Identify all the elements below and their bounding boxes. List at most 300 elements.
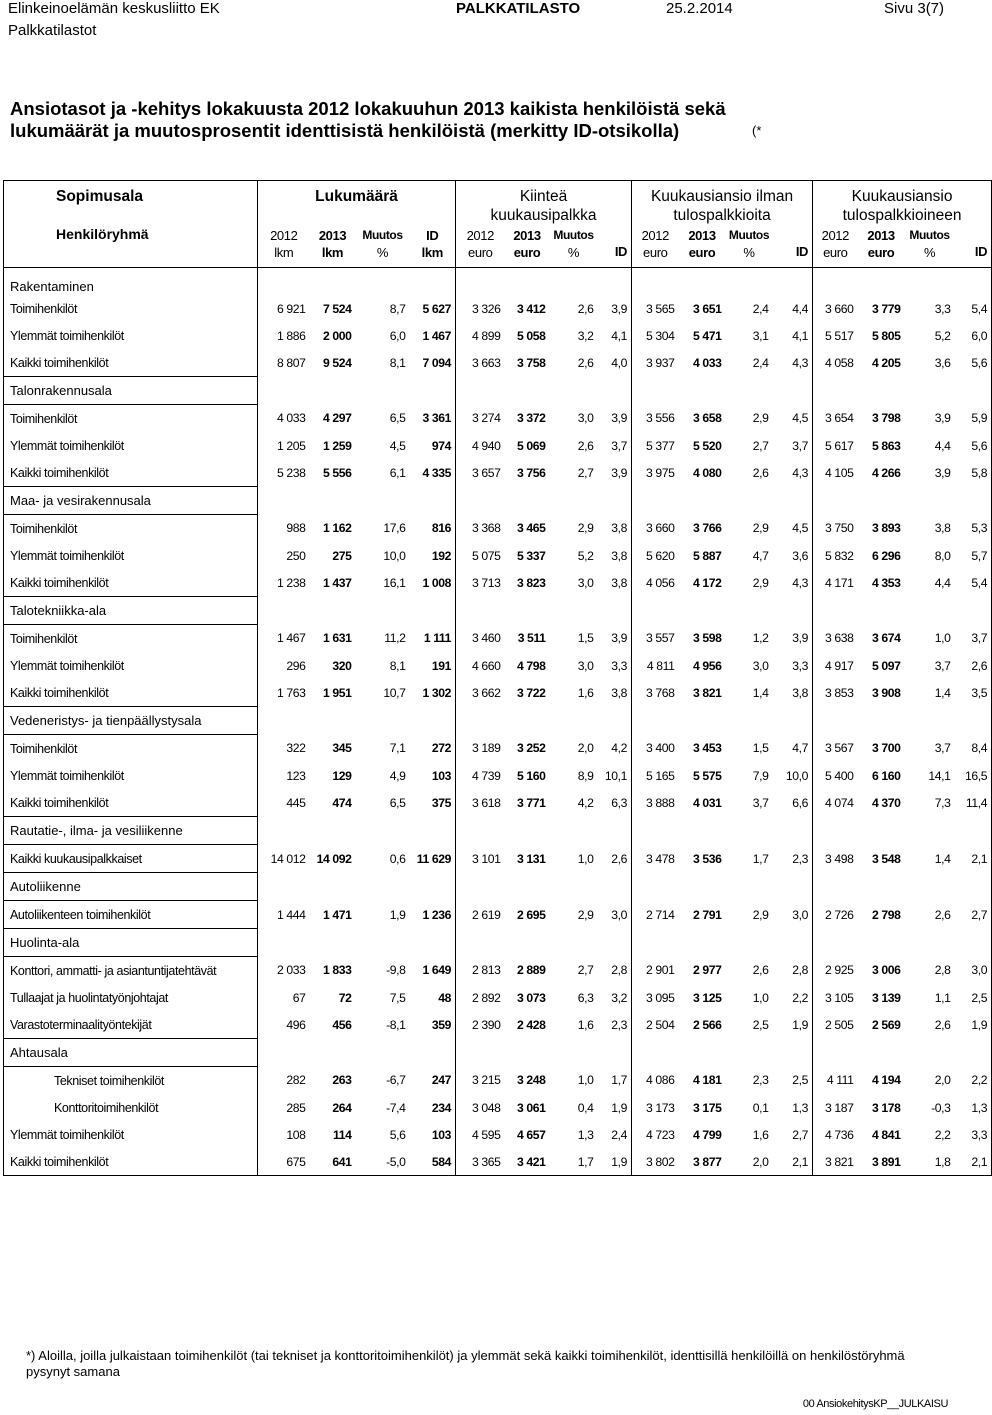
table-cell: 1,0 [577,1073,594,1088]
table-cell: 2 892 [472,990,501,1005]
table-cell: 3,6 [934,355,951,370]
table-cell: 264 [332,1100,352,1115]
subhead-euro: euro [513,245,541,260]
table-cell: 9 524 [323,355,352,370]
table-cell: 4 056 [646,575,675,590]
document-code: 00 AnsiokehitysKP__JULKAISU [802,1398,948,1410]
row-label: Kaikki toimihenkilöt [4,569,258,597]
table-cell: 4 811 [646,658,675,673]
section-filler [456,487,632,515]
row-label: Kaikki toimihenkilöt [4,459,258,487]
table-cell: 4 074 [825,795,854,810]
table-cell: 5,6 [955,349,992,377]
table-cell: 5 165 [646,768,675,783]
table-cell: 3,2 [598,984,632,1011]
table-cell: 6 160 [872,768,901,783]
table-cell: 2 977 [693,963,722,978]
table-cell: 8,7 [389,301,406,316]
table-cell: 5 069 [517,438,546,453]
table-cell: 1,6 [577,1017,594,1032]
table-cell: 2 619 [472,907,501,922]
table-cell: 3 598 [693,631,722,646]
section-filler [258,707,456,735]
table-cell: 6,0 [955,322,992,349]
section-filler [456,707,632,735]
subhead-pct: % [567,245,580,260]
section-filler [258,929,456,957]
table-cell: -5,0 [356,1148,410,1176]
table-cell: 3 651 [693,301,722,316]
section-filler [813,268,992,296]
table-cell: 1 467 [410,322,456,349]
subhead-euro-2013 [679,227,726,268]
table-cell: 5 097 [872,658,901,673]
table-cell: 6,5 [389,795,406,810]
col-henkiloryhma: Henkilöryhmä [56,226,149,242]
table-cell: 3,0 [598,901,632,929]
table-cell: 191 [410,652,456,679]
row-label: Konttori, ammatti- ja asiantuntijatehtävät [4,957,258,985]
table-cell: 4 086 [646,1073,675,1088]
table-cell: 3,1 [752,328,769,343]
table-cell: 5 304 [646,328,675,343]
row-label: Konttoritoimihenkilöt [4,1094,258,1121]
section-filler [632,873,813,901]
table-cell: 5 556 [323,465,352,480]
table-cell: 322 [286,741,306,756]
table-cell: 4 595 [472,1127,501,1142]
table-cell: 2,0 [577,741,594,756]
table-cell: 3 750 [825,521,854,536]
table-cell: 0,6 [389,851,406,866]
header-org: Elinkeinoelämän keskusliitto EK [8,0,220,17]
table-cell: 1 649 [410,957,456,985]
table-cell: 3 139 [872,990,901,1005]
section-filler [813,873,992,901]
table-cell: 3,0 [773,901,813,929]
table-cell: 14 012 [270,851,306,866]
table-cell: 1,7 [752,851,769,866]
table-cell: 10,7 [383,685,406,700]
subhead-lkm: lkm [321,245,344,260]
subhead-euro-2013 [858,227,905,268]
table-cell: 2,6 [955,652,992,679]
table-cell: 3,9 [598,295,632,322]
subhead-euro-id [773,227,813,268]
table-cell: 4,2 [598,735,632,763]
section-filler [632,1039,813,1067]
table-cell: 3,9 [598,459,632,487]
section-filler [456,1039,632,1067]
table-cell: 4 105 [825,465,854,480]
table-cell: 2,9 [577,521,594,536]
table-cell: 5 627 [410,295,456,322]
table-cell: 1 886 [277,328,306,343]
table-cell: 3 821 [693,685,722,700]
table-cell: 7,3 [934,795,951,810]
table-cell: 1 833 [323,963,352,978]
table-cell: 1,3 [955,1094,992,1121]
table-cell: 3 498 [825,851,854,866]
table-cell: 4 799 [693,1127,722,1142]
subhead-euro: euro [867,245,895,260]
table-cell: 2 505 [825,1017,854,1032]
table-cell: 1 111 [410,625,456,653]
table-cell: 3 189 [472,741,501,756]
table-cell: 3,9 [934,411,951,426]
table-cell: 3 536 [693,851,722,866]
row-label: Varastoterminaalityöntekijät [4,1011,258,1039]
table-body [4,268,992,1176]
table-cell: 5 620 [646,548,675,563]
table-cell: 4,4 [773,295,813,322]
table-cell: 7 524 [323,301,352,316]
table-cell: 1,0 [934,631,951,646]
table-cell: 5 805 [872,328,901,343]
section-filler [258,817,456,845]
table-cell: 816 [410,515,456,543]
section-filler [632,268,813,296]
table-row [4,789,992,817]
page-title [10,98,930,142]
table-cell: 8,4 [955,735,992,763]
table-row [4,652,992,679]
table-cell: 3,9 [773,625,813,653]
table-cell: 3 556 [646,411,675,426]
subhead-pct: % [743,245,755,260]
table-cell: 3,8 [598,515,632,543]
table-cell: 3 657 [472,465,501,480]
table-cell: 3,0 [577,575,594,590]
table-cell: 2,2 [934,1127,951,1142]
table-row [4,295,992,322]
table-cell: 1,0 [577,851,594,866]
table-cell: 5 160 [517,768,546,783]
table-cell: 1 471 [323,907,352,922]
table-cell: 7,9 [752,768,769,783]
table-cell: 17,6 [383,521,406,536]
table-cell: 1,4 [934,685,951,700]
table-cell: 7,1 [389,741,406,756]
section-filler [813,487,992,515]
table-cell: 2,4 [598,1121,632,1148]
table-cell: 103 [410,762,456,789]
section-row [4,707,992,735]
section-filler [632,817,813,845]
table-cell: 675 [258,1148,310,1176]
table-cell: 1,9 [389,907,406,922]
section-filler [813,1039,992,1067]
table-row [4,459,992,487]
table-cell: 3 125 [693,990,722,1005]
table-row [4,569,992,597]
table-cell: 3,8 [598,569,632,597]
table-cell: 3,5 [955,679,992,707]
subhead-euro-muutos [905,227,955,268]
table-row [4,845,992,873]
table-cell: 3 893 [872,521,901,536]
table-row [4,405,992,433]
subhead-id: ID [974,244,988,259]
table-cell: 3 421 [505,1148,550,1176]
header-page: Sivu 3(7) [884,0,945,17]
table-cell: 285 [286,1100,306,1115]
table-cell: 1,9 [598,1148,632,1176]
table-cell: 2,5 [955,984,992,1011]
subhead-y2013: 2013 [318,228,347,243]
table-cell: 2,7 [773,1121,813,1148]
table-cell: 2,9 [577,907,594,922]
table-cell: 3,7 [955,625,992,653]
table-cell: 275 [332,548,352,563]
table-cell: 3 365 [456,1148,505,1176]
table-cell: 4 031 [693,795,722,810]
table-cell: 6,0 [389,328,406,343]
section-name: Rakentaminen [4,268,258,296]
table-cell: 3,0 [955,957,992,985]
header-sopimusala-cell [4,181,258,268]
table-cell: 2,8 [598,957,632,985]
table-cell: 4 798 [517,658,546,673]
table-cell: 6 296 [872,548,901,563]
table-cell: 67 [292,990,306,1005]
table-cell: 5 471 [693,328,722,343]
table-cell: 3 823 [517,575,546,590]
table-cell: 3,8 [934,521,951,536]
subhead-euro: euro [823,245,848,260]
table-row [4,349,992,377]
table-cell: 4 723 [646,1127,675,1142]
table-cell: 3 638 [825,631,854,646]
table-cell: 5 832 [825,548,854,563]
row-label: Kaikki toimihenkilöt [4,1148,258,1176]
table-cell: 1 467 [277,631,306,646]
table-cell: 5 377 [646,438,675,453]
table-cell: 5 075 [472,548,501,563]
table-cell: 3 361 [410,405,456,433]
row-label: Toimihenkilöt [4,625,258,653]
table-cell: 6,3 [577,990,594,1005]
group-kiintea: Kiinteä kuukausipalkka [456,181,632,228]
table-cell: 3,7 [934,741,951,756]
table-cell: 1,5 [752,741,769,756]
table-cell: 3,6 [773,542,813,569]
table-row [4,735,992,763]
table-cell: 1,6 [577,685,594,700]
table-cell: 4 181 [693,1073,722,1088]
table-cell: 4,7 [752,548,769,563]
section-row [4,487,992,515]
section-name: Talonrakennusala [4,377,258,405]
table-cell: 2,7 [955,901,992,929]
table-cell: 234 [410,1094,456,1121]
table-cell: 4 266 [872,465,901,480]
subhead-pct: % [923,245,936,260]
table-cell: 2,6 [934,907,951,922]
row-label: Ylemmät toimihenkilöt [4,1121,258,1148]
table-cell: 2 566 [693,1017,722,1032]
table-cell: 3 372 [517,411,546,426]
table-cell: 5,3 [955,515,992,543]
footnote: *) Aloilla, joilla julkaistaan toimihenkilöt (tai tekniset ja konttoritoimihenkilöt) ja ylemmät sekä kaikki toimihenkilöt, identtisillä henkilöillä on henkilöstöryhmä pysynyt samana [26,1348,905,1379]
row-label: Ylemmät toimihenkilöt [4,322,258,349]
section-filler [456,817,632,845]
table-cell: 2,3 [773,845,813,873]
subhead-lkm-muutos [356,227,410,268]
table-cell: 3 173 [646,1100,675,1115]
section-filler [258,597,456,625]
table-cell: 2 000 [323,328,352,343]
subhead-y2012: 2012 [641,228,669,243]
section-filler [632,487,813,515]
table-cell: 282 [286,1073,306,1088]
table-cell: 8,9 [577,768,594,783]
table-cell: 1,0 [752,990,769,1005]
table-cell: 1,9 [773,1011,813,1039]
subhead-euro: euro [468,245,493,260]
table-cell: 4,1 [773,322,813,349]
section-filler [813,707,992,735]
table-cell: 2,6 [752,963,769,978]
row-label: Toimihenkilöt [4,735,258,763]
table-cell: 3 618 [472,795,501,810]
table-cell: 2,0 [934,1073,951,1088]
table-cell: 641 [310,1148,356,1176]
table-cell: 4 940 [472,438,501,453]
table-cell: 7,5 [389,990,406,1005]
table-cell: 4 080 [693,465,722,480]
row-label: Ylemmät toimihenkilöt [4,762,258,789]
table-cell: 8 807 [277,355,306,370]
table-cell: 2,0 [726,1148,773,1176]
table-cell: 3 660 [646,521,675,536]
table-cell: 2 798 [872,907,901,922]
table-cell: 4,3 [773,569,813,597]
table-cell: 1 437 [323,575,352,590]
table-cell: 4 660 [472,658,501,673]
table-cell: 5 520 [693,438,722,453]
subhead-euro: euro [688,245,716,260]
section-name: Talotekniikka-ala [4,597,258,625]
table-row [4,432,992,459]
table-cell: 2,6 [577,301,594,316]
table-cell: 2 925 [825,963,854,978]
table-cell: 2,2 [773,984,813,1011]
table-cell: 5,2 [577,548,594,563]
group-lukumaara: Lukumäärä [258,181,456,228]
table-cell: 4,3 [773,459,813,487]
table-cell: 2,1 [955,1148,992,1176]
table-cell: 5 863 [872,438,901,453]
table-cell: 6,3 [598,789,632,817]
table-cell: 2 569 [872,1017,901,1032]
table-cell: 3,8 [598,679,632,707]
table-cell: 2 033 [277,963,306,978]
table-cell: 3 400 [646,741,675,756]
table-cell: 2 813 [472,963,501,978]
table-cell: 2,5 [752,1017,769,1032]
table-row [4,762,992,789]
section-filler [632,377,813,405]
table-cell: 4 841 [872,1127,901,1142]
subhead-euro: euro [643,245,668,260]
table-cell: 1,6 [752,1127,769,1142]
table-cell: 2 714 [646,907,675,922]
section-filler [632,597,813,625]
table-cell: 4,5 [773,405,813,433]
subhead-lkm-id [410,227,456,268]
section-filler [456,873,632,901]
table-cell: 345 [332,741,352,756]
section-filler [632,929,813,957]
table-cell: 5 617 [825,438,854,453]
header-subtitle: Palkkatilastot [8,22,97,39]
table-cell: 474 [332,795,352,810]
section-name: Huolinta-ala [4,929,258,957]
table-cell: 250 [286,548,306,563]
table-cell: 3 453 [693,741,722,756]
table-cell: 4 111 [826,1073,854,1088]
table-cell: 3 660 [825,301,854,316]
table-row [4,957,992,985]
table-cell: 3 662 [472,685,501,700]
table-cell: 3,3 [934,301,951,316]
table-cell: 5,6 [955,432,992,459]
table-row [4,1094,992,1121]
table-cell: 6 921 [277,301,306,316]
table-cell: 4 739 [472,768,501,783]
subhead-euro-muutos [726,227,773,268]
table-cell: 10,0 [773,762,813,789]
table-cell: 3 248 [517,1073,546,1088]
table-cell: 3 548 [872,851,901,866]
table-cell: 16,5 [955,762,992,789]
subhead-muutos: Muutos [728,228,770,242]
table-cell: 2,9 [752,907,769,922]
row-label: Tullaajat ja huolintatyönjohtajat [4,984,258,1011]
subhead-id: ID [426,228,439,243]
subhead-y2013: 2013 [688,228,716,243]
table-cell: 5,2 [934,328,951,343]
table-cell: 3 460 [472,631,501,646]
section-filler [632,707,813,735]
table-cell: 3 908 [872,685,901,700]
table-cell: 2,6 [934,1017,951,1032]
table-cell: 3 766 [693,521,722,536]
wage-statistics-table [3,180,992,1176]
table-cell: 3,7 [598,432,632,459]
table-cell: 3 006 [872,963,901,978]
section-filler [456,929,632,957]
section-row [4,268,992,296]
table-cell: 5,4 [955,569,992,597]
table-cell: 3 937 [646,355,675,370]
table-cell: 1 302 [410,679,456,707]
table-row [4,515,992,543]
row-label: Toimihenkilöt [4,515,258,543]
table-cell: 3 274 [472,411,501,426]
table-cell: 4,4 [934,575,951,590]
table-cell: 2,6 [577,355,594,370]
title-line-1: Ansiotasot ja -kehitys lokakuusta 2012 lokakuuhun 2013 kaikista henkilöistä sekä [10,98,726,119]
table-cell: 1,4 [752,685,769,700]
table-row [4,1148,992,1176]
table-cell: 3 095 [646,990,675,1005]
section-filler [258,377,456,405]
table-cell: 3,3 [773,652,813,679]
table-cell: 0,1 [752,1100,769,1115]
table-cell: 3 663 [472,355,501,370]
